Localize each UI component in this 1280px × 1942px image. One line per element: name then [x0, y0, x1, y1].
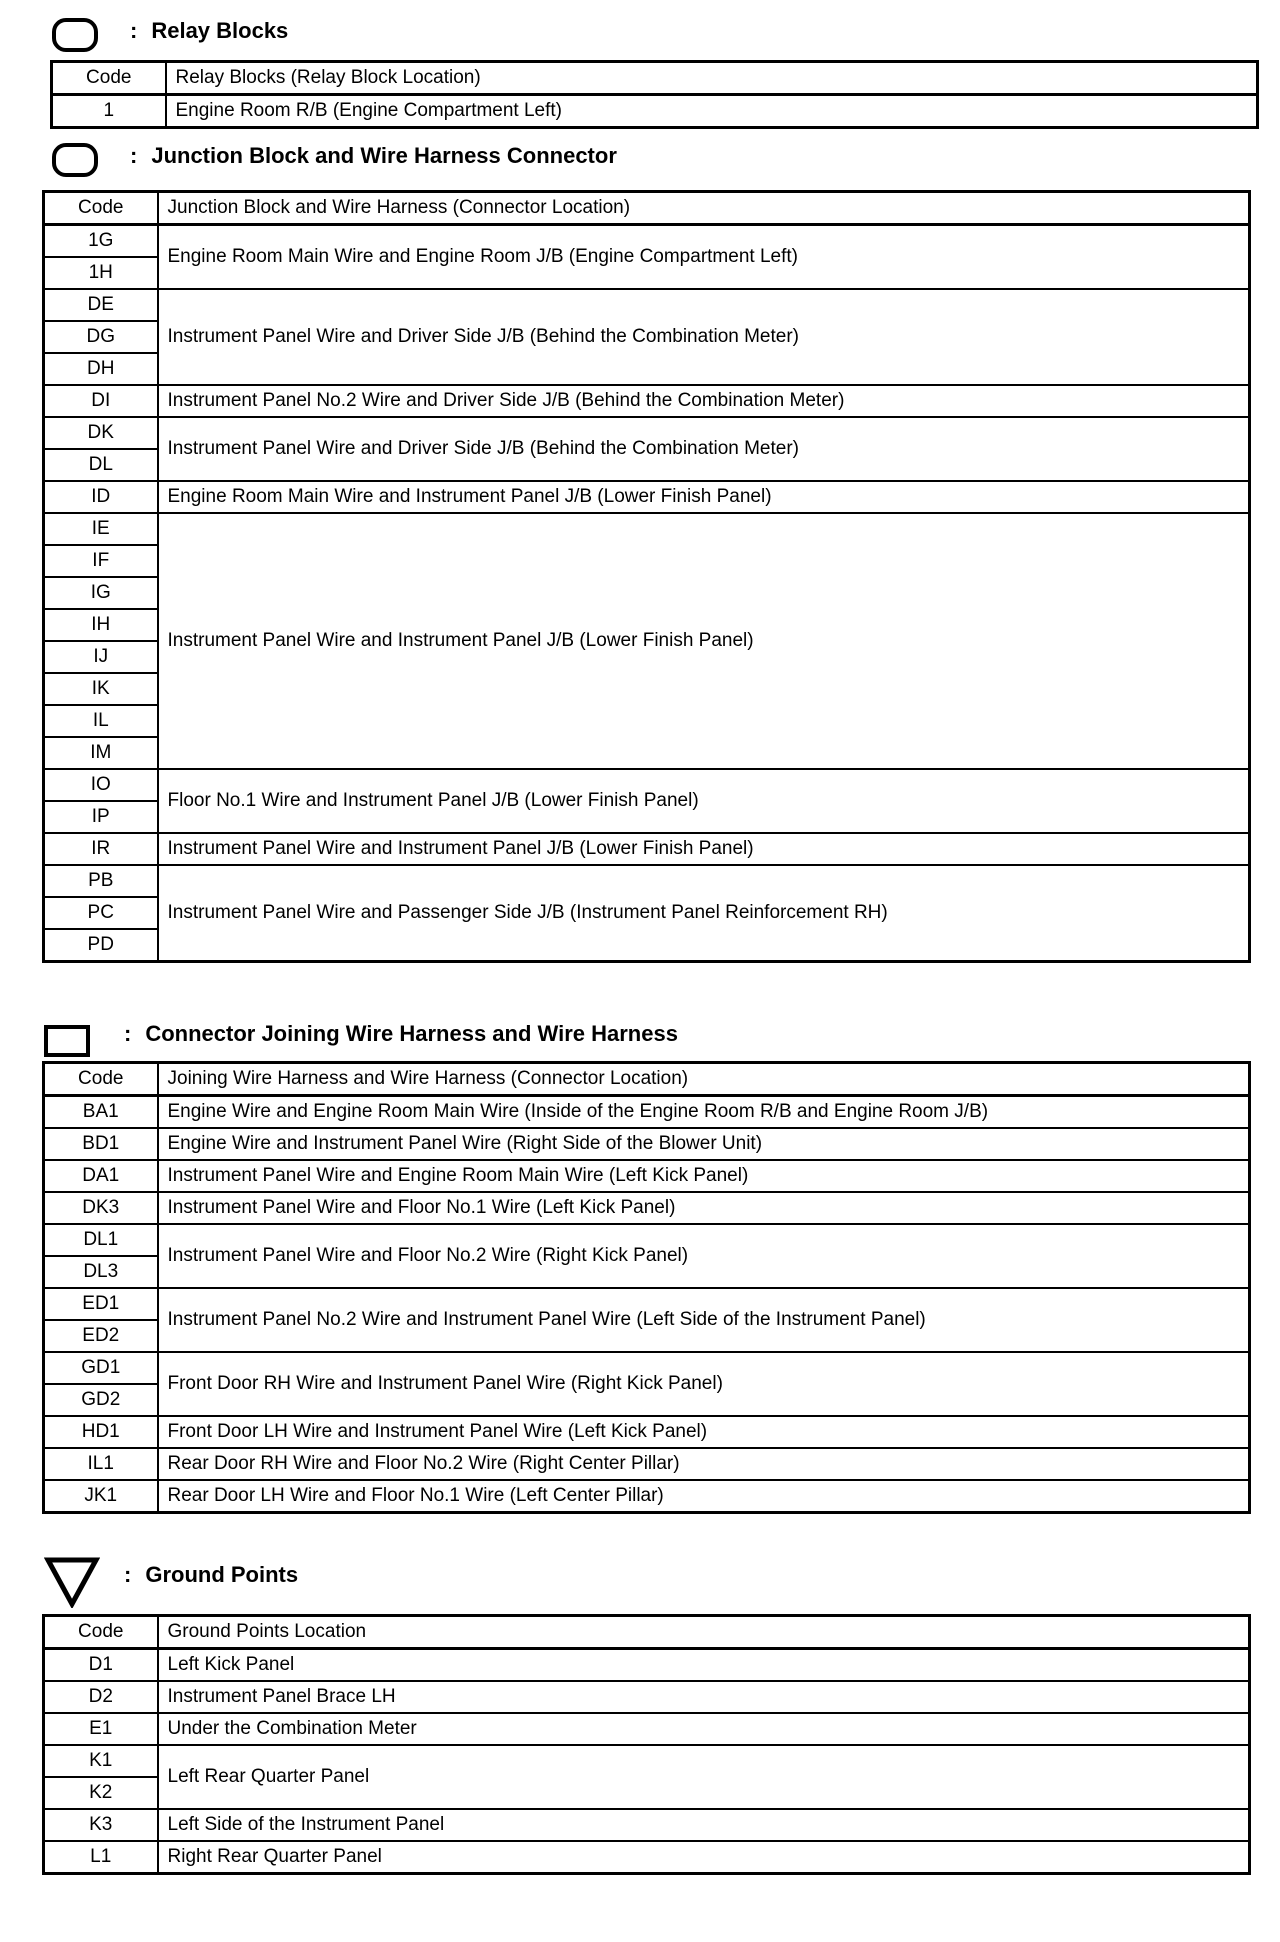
code-cell: DH [44, 353, 158, 385]
ground-points-heading [0, 1556, 1280, 1596]
code-cell: IE [44, 513, 158, 545]
table-row [44, 1649, 1250, 1682]
table-row [44, 1416, 1250, 1448]
table-row [44, 1713, 1250, 1745]
code-cell: K1 [44, 1745, 158, 1777]
table-row [44, 1681, 1250, 1713]
code-column-header: Code [44, 1063, 158, 1096]
table-row [44, 1128, 1250, 1160]
location-cell: Rear Door LH Wire and Floor No.1 Wire (Left Center Pillar) [158, 1480, 1250, 1513]
table-row [44, 481, 1250, 513]
table-row [44, 417, 1250, 449]
location-cell: Instrument Panel Wire and Passenger Side J/B (Instrument Panel Reinforcement RH) [158, 865, 1250, 962]
location-cell: Instrument Panel No.2 Wire and Instrument Panel Wire (Left Side of the Instrument Panel) [158, 1288, 1250, 1352]
location-cell: Left Rear Quarter Panel [158, 1745, 1250, 1809]
location-column-header: Junction Block and Wire Harness (Connector Location) [158, 192, 1250, 225]
code-cell: ID [44, 481, 158, 513]
code-cell: K3 [44, 1809, 158, 1841]
code-column-header: Code [44, 192, 158, 225]
code-cell: IR [44, 833, 158, 865]
code-cell: GD1 [44, 1352, 158, 1384]
code-cell: PD [44, 929, 158, 962]
code-cell: JK1 [44, 1480, 158, 1513]
code-cell: IO [44, 769, 158, 801]
code-cell: ED1 [44, 1288, 158, 1320]
code-cell: BD1 [44, 1128, 158, 1160]
relay-blocks-table [50, 60, 1259, 129]
location-cell: Rear Door RH Wire and Floor No.2 Wire (Right Center Pillar) [158, 1448, 1250, 1480]
code-cell: IK [44, 673, 158, 705]
code-cell: DK3 [44, 1192, 158, 1224]
code-cell: PB [44, 865, 158, 897]
location-cell: Instrument Panel Wire and Floor No.2 Wire (Right Kick Panel) [158, 1224, 1250, 1288]
table-row [44, 1480, 1250, 1513]
code-cell: DG [44, 321, 158, 353]
location-cell: Instrument Panel Wire and Instrument Panel J/B (Lower Finish Panel) [158, 833, 1250, 865]
code-cell: IG [44, 577, 158, 609]
code-cell: HD1 [44, 1416, 158, 1448]
junction-block-table [42, 190, 1251, 963]
table-row [44, 1288, 1250, 1320]
code-cell: IF [44, 545, 158, 577]
location-cell: Engine Wire and Instrument Panel Wire (Right Side of the Blower Unit) [158, 1128, 1250, 1160]
connector-symbol-icon [44, 1025, 90, 1057]
code-cell: IH [44, 609, 158, 641]
location-cell: Instrument Panel Wire and Driver Side J/B (Behind the Combination Meter) [158, 417, 1250, 481]
table-row [44, 1192, 1250, 1224]
table-row [44, 1448, 1250, 1480]
code-cell: DL1 [44, 1224, 158, 1256]
location-cell: Front Door LH Wire and Instrument Panel Wire (Left Kick Panel) [158, 1416, 1250, 1448]
code-cell: IL1 [44, 1448, 158, 1480]
table-row [52, 95, 1258, 128]
table-row [44, 1096, 1250, 1129]
table-row [44, 289, 1250, 321]
code-cell: 1G [44, 225, 158, 258]
code-column-header: Code [44, 1616, 158, 1649]
location-cell: Instrument Panel No.2 Wire and Driver Side J/B (Behind the Combination Meter) [158, 385, 1250, 417]
ground-points-title: : Ground Points [124, 1562, 299, 1587]
code-cell: IP [44, 801, 158, 833]
code-cell: 1 [52, 95, 166, 128]
relay-block-symbol-icon [52, 18, 98, 52]
junction-block-title: : Junction Block and Wire Harness Connector [130, 143, 617, 168]
code-cell: DI [44, 385, 158, 417]
location-cell: Engine Room Main Wire and Instrument Panel J/B (Lower Finish Panel) [158, 481, 1250, 513]
table-row [44, 1160, 1250, 1192]
location-cell: Left Kick Panel [158, 1649, 1250, 1682]
code-cell: DA1 [44, 1160, 158, 1192]
ground-point-triangle-icon [44, 1556, 100, 1608]
code-cell: IL [44, 705, 158, 737]
table-row [44, 1352, 1250, 1384]
code-cell: DE [44, 289, 158, 321]
code-cell: BA1 [44, 1096, 158, 1129]
location-cell: Instrument Panel Wire and Floor No.1 Wire (Left Kick Panel) [158, 1192, 1250, 1224]
location-cell: Engine Wire and Engine Room Main Wire (Inside of the Engine Room R/B and Engine Room J/B) [158, 1096, 1250, 1129]
relay-blocks-heading [0, 14, 1280, 54]
code-cell: IM [44, 737, 158, 769]
location-cell: Engine Room R/B (Engine Compartment Left) [166, 95, 1258, 128]
table-row [44, 865, 1250, 897]
code-cell: ED2 [44, 1320, 158, 1352]
location-cell: Instrument Panel Brace LH [158, 1681, 1250, 1713]
table-row [44, 833, 1250, 865]
code-cell: 1H [44, 257, 158, 289]
code-cell: DK [44, 417, 158, 449]
location-column-header: Joining Wire Harness and Wire Harness (Connector Location) [158, 1063, 1250, 1096]
table-row [44, 1841, 1250, 1874]
table-row [44, 225, 1250, 258]
location-cell: Floor No.1 Wire and Instrument Panel J/B (Lower Finish Panel) [158, 769, 1250, 833]
code-cell: DL [44, 449, 158, 481]
junction-block-symbol-icon [52, 143, 98, 177]
code-cell: D2 [44, 1681, 158, 1713]
location-cell: Instrument Panel Wire and Driver Side J/B (Behind the Combination Meter) [158, 289, 1250, 385]
table-row [44, 1809, 1250, 1841]
code-cell: K2 [44, 1777, 158, 1809]
table-header-row [44, 192, 1250, 225]
location-cell: Engine Room Main Wire and Engine Room J/B (Engine Compartment Left) [158, 225, 1250, 290]
location-cell: Instrument Panel Wire and Instrument Panel J/B (Lower Finish Panel) [158, 513, 1250, 769]
code-cell: DL3 [44, 1256, 158, 1288]
code-cell: IJ [44, 641, 158, 673]
table-header-row [44, 1616, 1250, 1649]
location-column-header: Relay Blocks (Relay Block Location) [166, 62, 1258, 95]
location-cell: Left Side of the Instrument Panel [158, 1809, 1250, 1841]
relay-blocks-title: : Relay Blocks [130, 18, 289, 43]
connector-joining-heading [0, 1017, 1280, 1057]
connector-joining-table [42, 1061, 1251, 1514]
code-cell: D1 [44, 1649, 158, 1682]
table-row [44, 769, 1250, 801]
location-cell: Front Door RH Wire and Instrument Panel Wire (Right Kick Panel) [158, 1352, 1250, 1416]
table-row [44, 513, 1250, 545]
junction-block-heading [0, 139, 1280, 179]
connector-joining-title: : Connector Joining Wire Harness and Wire Harness [124, 1021, 678, 1046]
location-cell: Under the Combination Meter [158, 1713, 1250, 1745]
table-header-row [44, 1063, 1250, 1096]
table-header-row [52, 62, 1258, 95]
location-column-header: Ground Points Location [158, 1616, 1250, 1649]
table-row [44, 385, 1250, 417]
code-cell: L1 [44, 1841, 158, 1874]
table-row [44, 1224, 1250, 1256]
table-row [44, 1745, 1250, 1777]
code-cell: E1 [44, 1713, 158, 1745]
location-cell: Instrument Panel Wire and Engine Room Main Wire (Left Kick Panel) [158, 1160, 1250, 1192]
ground-points-table [42, 1614, 1251, 1875]
location-cell: Right Rear Quarter Panel [158, 1841, 1250, 1874]
code-cell: PC [44, 897, 158, 929]
code-cell: GD2 [44, 1384, 158, 1416]
code-column-header: Code [52, 62, 166, 95]
